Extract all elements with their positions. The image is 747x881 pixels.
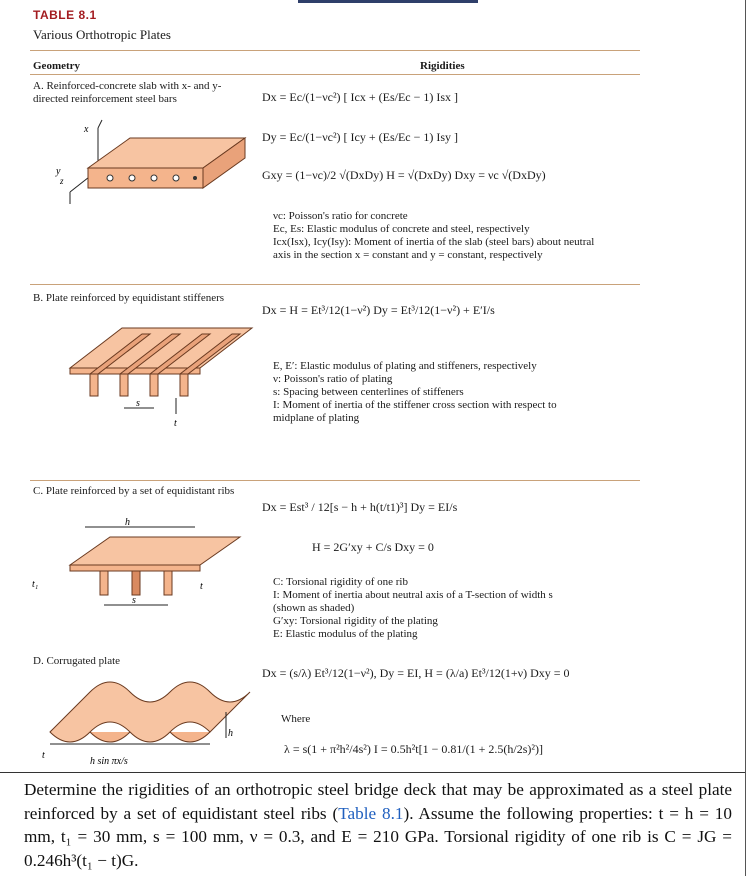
section-b-label: B. Plate reinforced by equidistant stiffeners (33, 292, 225, 304)
table-bottom-rule (0, 772, 745, 773)
section-d-label: D. Corrugated plate (33, 655, 121, 667)
legend-a-line: Icx(Isx), Icy(Isy): Moment of inertia of the slab (steel bars) about neutral (273, 236, 595, 248)
formula-d-lambda: λ = s(1 + π²h²/4s²) I = 0.5h²t[1 − 0.81/(1 + 2.5(h/2s)²)] (284, 742, 544, 756)
rule-top (30, 50, 640, 51)
rule-b-c (30, 480, 640, 481)
section-a-label: A. Reinforced-concrete slab with x- and y-directed reinforcement steel bars (33, 80, 222, 105)
label-t-d: t (42, 750, 45, 761)
legend-c-line: (shown as shaded) (273, 602, 355, 614)
legend-c-line: G′xy: Torsional rigidity of the plating (273, 615, 438, 627)
section-c-label: C. Plate reinforced by a set of equidistant ribs (33, 485, 235, 497)
formula-c-dx: Dx = Est³ / 12[s − h + h(t/t1)³] Dy = EI/s (262, 500, 458, 514)
legend-a-line: Ec, Es: Elastic modulus of concrete and steel, respectively (273, 223, 530, 235)
axis-z: z (60, 176, 64, 186)
label-s-c: s (132, 595, 136, 606)
legend-b-line: I: Moment of inertia of the stiffener cross section with respect to (273, 399, 557, 411)
figure-stiffened-plate (40, 318, 260, 428)
rule-header (30, 74, 640, 75)
axis-y: y (56, 166, 61, 177)
formula-a-dx: Dx = Ec/(1−νc²) [ Icx + (Es/Ec − 1) Isx ] (262, 90, 459, 104)
problem-text-2: ). Assume the following properties: t = h = 10 mm, t₁ = 30 mm, s = 100 mm, ν = 0.3, and E = 210 GPa. Torsional rigidity of one rib is C = JG = 0.246h³(t₁ − t)G. (24, 803, 732, 870)
figure-corrugated-plate (30, 672, 260, 772)
table-title: Various Orthotropic Plates (33, 27, 171, 42)
label-t: t (174, 418, 177, 428)
header-geometry: Geometry (33, 60, 81, 72)
legend-b (273, 360, 557, 425)
rule-a-b (30, 284, 640, 285)
figure-concrete-slab (40, 112, 260, 212)
legend-a-line: νc: Poisson's ratio for concrete (273, 210, 408, 222)
legend-a-line: axis in the section x = constant and y = constant, respectively (273, 249, 543, 261)
formula-a-gxy: Gxy = (1−νc)/2 √(DxDy) H = √(DxDy) Dxy = νc √(DxDy) (262, 168, 546, 182)
table-number: TABLE 8.1 (33, 8, 97, 22)
where-label: Where (281, 713, 311, 725)
formula-a-dy: Dy = Ec/(1−νc²) [ Icy + (Es/Ec − 1) Isy ] (262, 130, 459, 144)
legend-b-line: E, E′: Elastic modulus of plating and stiffeners, respectively (273, 360, 537, 372)
label-t1: t₁ (32, 579, 39, 590)
legend-c-line: E: Elastic modulus of the plating (273, 628, 418, 640)
label-hsin: h sin πx/s (90, 756, 128, 767)
header-rigidities: Rigidities (420, 60, 465, 72)
label-t-c: t (200, 581, 203, 592)
formula-b: Dx = H = Et³/12(1−ν²) Dy = Et³/12(1−ν²) + E′I/s (262, 303, 495, 317)
legend-b-line: midplane of plating (273, 412, 360, 424)
legend-a (273, 210, 594, 262)
table-reference-link[interactable]: Table 8.1 (338, 803, 404, 823)
problem-text-1: Determine the rigidities of an orthotropic steel bridge deck that may be approximated as a steel plate reinforced by a set of equidistant steel ribs ( (24, 780, 732, 823)
formula-c-h: H = 2G′xy + C/s Dxy = 0 (312, 540, 434, 554)
top-bar (298, 0, 478, 3)
problem-statement (24, 778, 732, 872)
axis-x: x (84, 124, 89, 135)
figure-ribbed-plate (30, 515, 260, 625)
legend-c-line: I: Moment of inertia about neutral axis of a T-section of width s (273, 589, 553, 601)
legend-c-line: C: Torsional rigidity of one rib (273, 576, 408, 588)
label-h: h (125, 517, 130, 528)
label-h-d: h (228, 728, 233, 739)
legend-c (273, 576, 553, 641)
formula-d: Dx = (s/λ) Et³/12(1−ν²), Dy = EI, H = (λ/a) Et³/12(1+ν) Dxy = 0 (262, 666, 570, 680)
legend-b-line: ν: Poisson's ratio of plating (273, 373, 393, 385)
label-s: s (136, 398, 140, 409)
legend-b-line: s: Spacing between centerlines of stiffeners (273, 386, 464, 398)
